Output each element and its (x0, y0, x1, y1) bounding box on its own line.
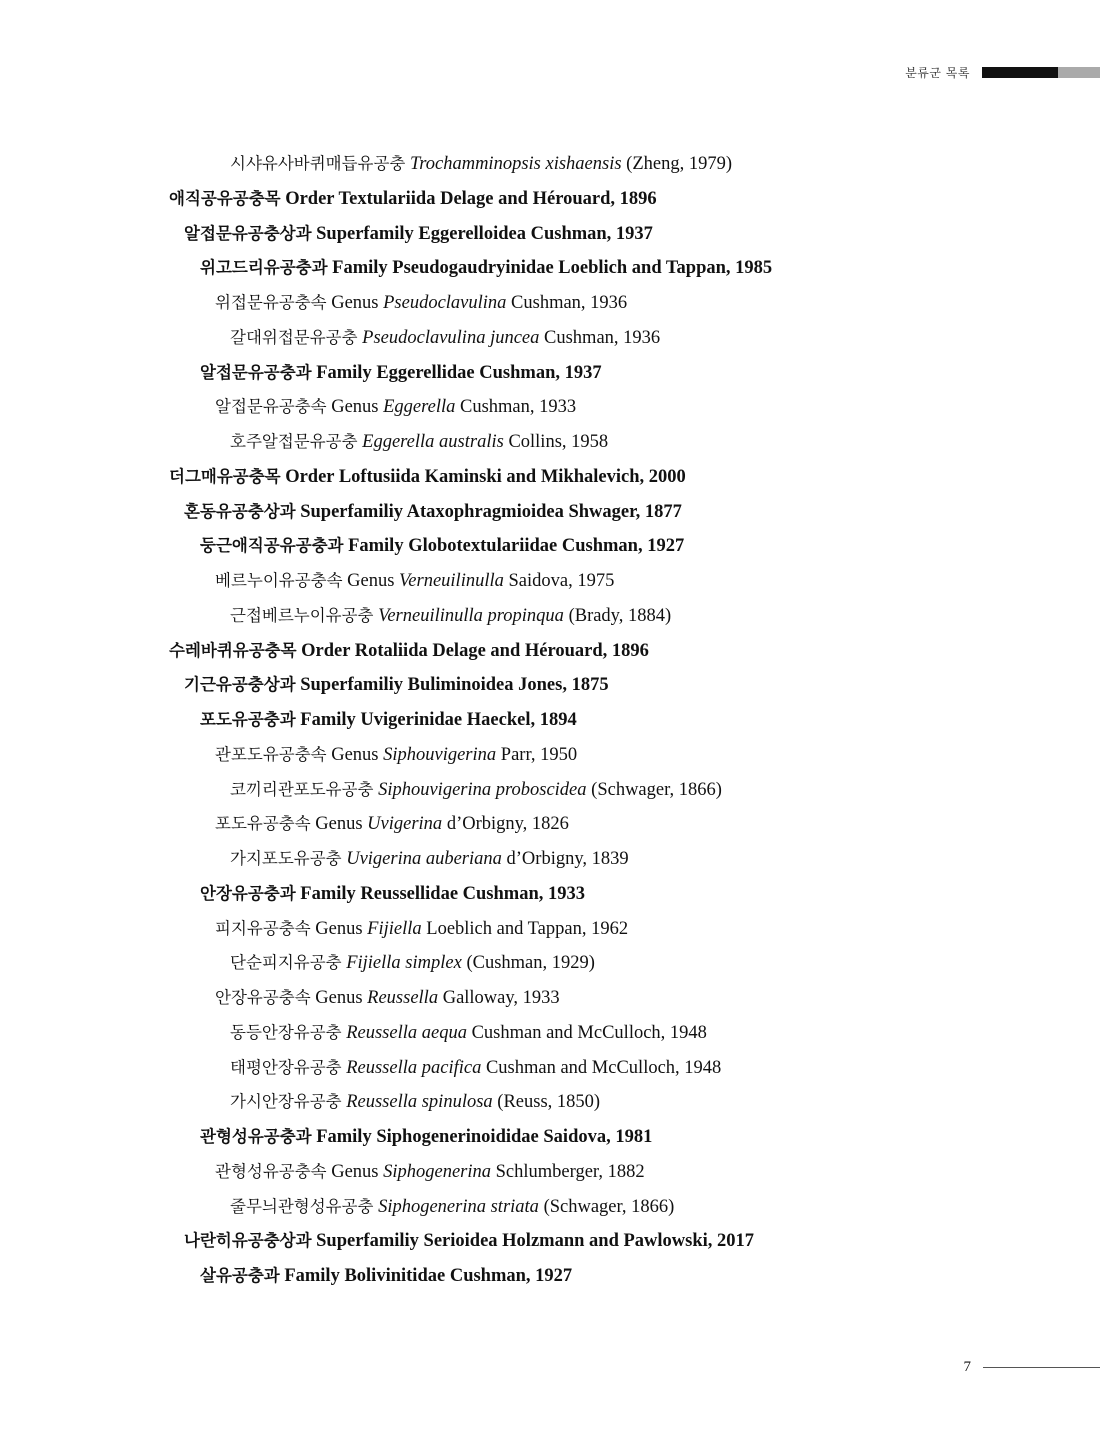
taxon-entry (0, 1259, 1100, 1294)
taxon-rank: Superfamily (316, 223, 414, 244)
taxon-rank: Genus (347, 571, 395, 591)
taxon-entry (0, 738, 1100, 773)
korean-name: 코끼리관포도유공충 (230, 779, 374, 799)
taxon-entry (0, 356, 1100, 391)
authority: Delage and Hérouard, 1896 (432, 640, 649, 661)
authority: Collins, 1958 (508, 432, 609, 452)
header-bar-dark (982, 67, 1058, 78)
authority: Haeckel, 1894 (466, 710, 577, 730)
scientific-name: Siphogenerinoididae (376, 1127, 539, 1147)
scientific-name: Reussella pacifica (346, 1057, 482, 1078)
authority: Cushman, 1933 (460, 397, 577, 418)
scientific-name: Verneuilinulla (399, 571, 504, 591)
korean-name: 피지유공충속 (215, 918, 311, 938)
taxon-rank: Genus (331, 1161, 379, 1182)
korean-name: 베르누이유공충속 (215, 571, 343, 590)
scientific-name: Reussellidae (360, 883, 459, 904)
scientific-name: Textulariida (338, 188, 436, 209)
authority: Cushman, 1937 (479, 362, 602, 383)
page-footer (964, 1359, 1100, 1376)
scientific-name: Reussella aequa (346, 1022, 467, 1043)
authority: Cushman and McCulloch, 1948 (485, 1057, 722, 1078)
korean-name: 관포도유공충속 (215, 744, 327, 764)
korean-name: 포도유공충과 (200, 710, 296, 729)
taxon-entry (0, 981, 1100, 1016)
authority: (Reuss, 1850) (497, 1092, 601, 1113)
scientific-name: Eggerella australis (362, 432, 504, 452)
taxon-entry (0, 217, 1100, 252)
taxon-entry (0, 390, 1100, 425)
scientific-name: Reussella spinulosa (346, 1092, 493, 1113)
korean-name: 둥근애직공유공충과 (200, 536, 344, 556)
korean-name: 태평안장유공충 (230, 1057, 342, 1077)
taxon-rank: Genus (331, 744, 379, 765)
korean-name: 위고드리유공충과 (200, 258, 328, 278)
authority: Cushman and McCulloch, 1948 (471, 1022, 707, 1043)
korean-name: 갈대위접문유공충 (230, 327, 358, 347)
korean-name: 줄무늬관형성유공충 (230, 1196, 374, 1216)
taxon-rank: Genus (315, 988, 363, 1008)
korean-name: 관형성유공충속 (215, 1161, 327, 1181)
taxon-rank: Superfamiliy (316, 1231, 419, 1252)
taxon-rank: Superfamiliy (300, 501, 403, 522)
korean-name: 가시안장유공충 (230, 1092, 342, 1112)
korean-name: 애직공유공충목 (169, 188, 281, 208)
taxon-entry (0, 599, 1100, 634)
taxon-entry (0, 425, 1100, 460)
taxon-entry (0, 877, 1100, 912)
scientific-name: Eggerellidae (376, 362, 475, 383)
authority: (Zheng, 1979) (626, 154, 733, 174)
scientific-name: Siphogenerina striata (378, 1196, 539, 1217)
taxon-entry (0, 182, 1100, 217)
taxon-rank: Family (300, 710, 356, 730)
taxon-entry (0, 1051, 1100, 1086)
authority: d’Orbigny, 1839 (506, 849, 629, 869)
running-header (905, 64, 1100, 81)
authority: Shwager, 1877 (568, 501, 682, 522)
footer-rule (983, 1367, 1100, 1368)
scientific-name: Eggerella (383, 397, 456, 418)
taxon-entry (0, 946, 1100, 981)
authority: Cushman, 1927 (449, 1266, 573, 1286)
taxon-entry (0, 634, 1100, 669)
scientific-name: Reussella (367, 988, 439, 1008)
authority: Holzmann and Pawlowski, 2017 (502, 1231, 755, 1252)
scientific-name: Bolivinitidae (344, 1266, 446, 1286)
scientific-name: Uvigerina auberiana (346, 849, 502, 869)
korean-name: 시샤유사바퀴매듭유공충 (230, 154, 406, 173)
taxon-entry (0, 564, 1100, 599)
scientific-name: Fijiella simplex (346, 953, 462, 974)
taxon-rank: Family (284, 1266, 340, 1286)
authority: Jones, 1875 (518, 675, 609, 696)
scientific-name: Eggerelloidea (418, 223, 526, 244)
taxon-rank: Order (285, 188, 335, 209)
taxon-entry (0, 495, 1100, 530)
korean-name: 살유공충과 (200, 1266, 280, 1285)
taxon-entry (0, 1155, 1100, 1190)
authority: (Schwager, 1866) (591, 779, 722, 800)
korean-name: 동등안장유공충 (230, 1022, 342, 1042)
korean-name: 안장유공충속 (215, 988, 311, 1007)
taxon-rank: Genus (331, 397, 379, 418)
scientific-name: Serioidea (423, 1231, 498, 1252)
scientific-name: Siphogenerina (383, 1161, 492, 1182)
taxon-list (0, 147, 1100, 1294)
korean-name: 혼동유공충상과 (184, 501, 296, 521)
authority: Saidova, 1981 (543, 1127, 653, 1147)
scientific-name: Pseudogaudryinidae (392, 258, 554, 279)
authority: Loeblich and Tappan, 1962 (426, 918, 629, 939)
korean-name: 가지포도유공충 (230, 849, 342, 868)
korean-name: 포도유공충속 (215, 814, 311, 834)
scientific-name: Pseudoclavulina (383, 293, 507, 313)
authority: Kaminski and Mikhalevich, 2000 (424, 466, 686, 487)
taxon-rank: Family (300, 883, 356, 904)
taxon-entry (0, 1085, 1100, 1120)
korean-name: 수레바퀴유공충목 (169, 640, 297, 660)
taxon-entry (0, 1190, 1100, 1225)
taxon-rank: Order (301, 640, 351, 661)
scientific-name: Uvigerinidae (360, 710, 463, 730)
page-number: 7 (963, 1359, 971, 1375)
korean-name: 기근유공충상과 (184, 675, 296, 695)
korean-name: 관형성유공충과 (200, 1127, 312, 1146)
scientific-name: Siphouvigerina (383, 744, 497, 765)
taxon-rank: Genus (331, 293, 379, 313)
taxon-entry (0, 147, 1100, 182)
taxon-rank: Genus (315, 814, 363, 835)
taxon-entry (0, 703, 1100, 738)
header-bar-grey (1058, 67, 1100, 78)
authority: Cushman, 1927 (561, 536, 685, 557)
korean-name: 근접베르누이유공충 (230, 605, 374, 625)
header-title: 분류군 목록 (905, 66, 970, 80)
scientific-name: Verneuilinulla propinqua (378, 605, 564, 626)
authority: Cushman, 1937 (530, 223, 653, 244)
korean-name: 알접문유공충속 (215, 397, 327, 417)
authority: (Schwager, 1866) (543, 1196, 675, 1217)
taxon-rank: Superfamiliy (300, 675, 403, 696)
scientific-name: Siphouvigerina proboscidea (378, 779, 587, 800)
taxon-entry (0, 842, 1100, 877)
taxon-entry (0, 1016, 1100, 1051)
taxon-entry (0, 251, 1100, 286)
taxon-entry (0, 1120, 1100, 1155)
korean-name: 단순피지유공충 (230, 953, 342, 973)
korean-name: 알접문유공충과 (200, 362, 312, 382)
scientific-name: Uvigerina (367, 814, 443, 835)
authority: Cushman, 1936 (544, 327, 661, 348)
korean-name: 호주알접문유공충 (230, 432, 358, 451)
authority: (Brady, 1884) (568, 605, 672, 626)
authority: Schlumberger, 1882 (495, 1161, 645, 1182)
taxon-rank: Family (316, 1127, 372, 1147)
scientific-name: Pseudoclavulina juncea (362, 327, 540, 348)
taxon-entry (0, 1224, 1100, 1259)
authority: (Cushman, 1929) (466, 953, 595, 974)
taxon-entry (0, 807, 1100, 842)
scientific-name: Ataxophragmioidea (406, 501, 564, 522)
taxon-rank: Family (348, 536, 404, 557)
taxon-entry (0, 286, 1100, 321)
authority: Cushman, 1933 (462, 883, 585, 904)
korean-name: 안장유공충과 (200, 883, 296, 903)
authority: Cushman, 1936 (511, 293, 628, 313)
taxon-entry (0, 529, 1100, 564)
scientific-name: Rotaliida (354, 640, 428, 661)
korean-name: 더그매유공충목 (169, 466, 281, 486)
scientific-name: Trochamminopsis xishaensis (409, 154, 622, 174)
authority: d’Orbigny, 1826 (446, 814, 569, 835)
korean-name: 알접문유공충상과 (184, 223, 312, 243)
taxon-rank: Genus (315, 918, 363, 939)
taxon-entry (0, 668, 1100, 703)
authority: Saidova, 1975 (508, 571, 615, 591)
taxon-entry (0, 912, 1100, 947)
taxon-entry (0, 773, 1100, 808)
authority: Galloway, 1933 (442, 988, 560, 1008)
taxon-rank: Family (316, 362, 372, 383)
scientific-name: Buliminoidea (407, 675, 514, 696)
scientific-name: Globotextulariidae (408, 536, 558, 557)
taxon-rank: Family (332, 258, 388, 279)
authority: Parr, 1950 (500, 744, 578, 765)
taxon-entry (0, 321, 1100, 356)
scientific-name: Loftusiida (338, 466, 421, 487)
authority: Delage and Hérouard, 1896 (440, 188, 657, 209)
korean-name: 나란히유공충상과 (184, 1231, 312, 1251)
scientific-name: Fijiella (367, 918, 422, 939)
authority: Loeblich and Tappan, 1985 (558, 258, 773, 279)
taxon-rank: Order (285, 466, 335, 487)
taxon-entry (0, 460, 1100, 495)
korean-name: 위접문유공충속 (215, 293, 327, 312)
